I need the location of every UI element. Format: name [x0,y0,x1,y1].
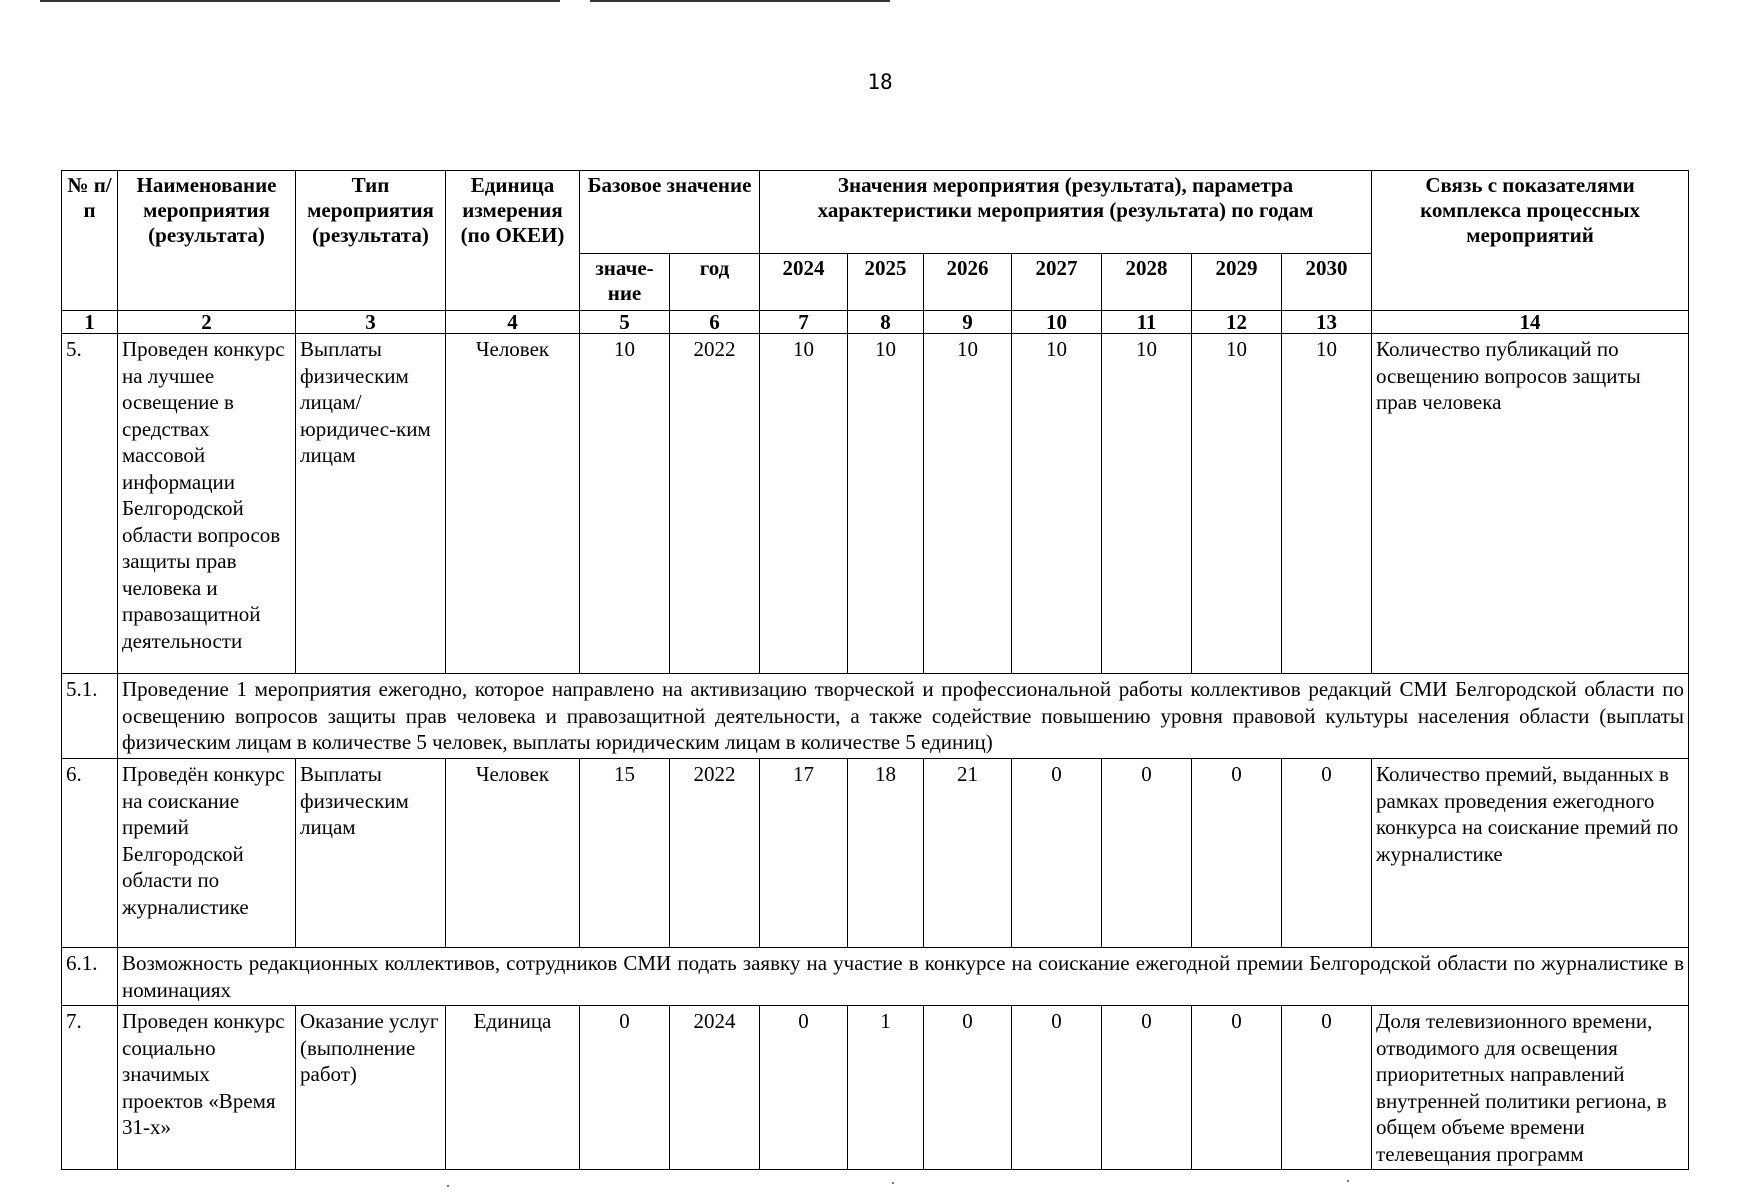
header-year: 2027 [1012,254,1102,311]
year-value: 0 [1192,1006,1282,1170]
page-number: 18 [867,70,893,94]
scan-edge-line [40,0,560,2]
header-year: 2030 [1282,254,1372,311]
header-row [62,171,1689,254]
year-value: 0 [1102,1006,1192,1170]
header-year: 2029 [1192,254,1282,311]
scan-edge-line [590,0,890,2]
year-value: 1 [848,1006,924,1170]
activity-description: Проведение 1 мероприятия ежегодно, которое направлено на активизацию творческой и профессиональной работы коллективов редакций СМИ Белгородской области по освещению вопросов защиты прав человека и правозащитной деятельности, а также содействие повышению уровня правовой культуры населения области (выплаты физическим лицам в количестве 5 человек, выплаты юридическим лицам в количестве 5 единиц) [118,674,1689,759]
header-num: № п/п [62,171,118,311]
row-number: 5.1. [62,674,118,759]
header-unit: Единица измерения (по ОКЕИ) [446,171,580,311]
unit: Человек [446,334,580,674]
column-number: 14 [1372,311,1689,334]
table-row [62,1006,1689,1170]
header-year: 2025 [848,254,924,311]
indicator-link: Доля телевизионного времени, отводимого для освещения приоритетных направлений внутренней политики региона, в общем объеме времени телевещания программ [1372,1006,1689,1170]
year-value: 10 [1282,334,1372,674]
year-value: 0 [1282,759,1372,948]
year-value: 10 [848,334,924,674]
activity-type: Выплаты физическим лицам/ юридичес-ким лицам [296,334,446,674]
scan-speck [447,1185,449,1187]
year-value: 17 [760,759,848,948]
activity-type: Выплаты физическим лицам [296,759,446,948]
unit: Единица [446,1006,580,1170]
scan-speck [892,1182,894,1184]
column-number: 7 [760,311,848,334]
column-number: 8 [848,311,924,334]
base-value: 0 [580,1006,670,1170]
year-value: 0 [1012,1006,1102,1170]
base-value: 15 [580,759,670,948]
header-values-by-year: Значения мероприятия (результата), параметра характеристики мероприятия (результата) по годам [760,171,1372,254]
row-number: 6.1. [62,948,118,1006]
column-numbers-row [62,311,1689,334]
activity-name: Проведён конкурс на соискание премий Белгородской области по журналистике [118,759,296,948]
scan-speck [1347,1180,1349,1182]
column-number: 6 [670,311,760,334]
activities-table [61,170,1689,1170]
year-value: 0 [1012,759,1102,948]
column-number: 2 [118,311,296,334]
header-base-year: год [670,254,760,311]
table-row [62,759,1689,948]
table-row [62,334,1689,674]
year-value: 10 [760,334,848,674]
column-number: 11 [1102,311,1192,334]
year-value: 0 [1102,759,1192,948]
column-number: 1 [62,311,118,334]
header-link: Связь с показателями комплекса процессных мероприятий [1372,171,1689,311]
column-number: 3 [296,311,446,334]
column-number: 13 [1282,311,1372,334]
header-year: 2028 [1102,254,1192,311]
activity-name: Проведен конкурс на лучшее освещение в средствах массовой информации Белгородской области вопросов защиты прав человека и правозащитной деятельности [118,334,296,674]
indicator-link: Количество премий, выданных в рамках проведения ежегодного конкурса на соискание премий по журналистике [1372,759,1689,948]
table-row [62,948,1689,1006]
activity-description: Возможность редакционных коллективов, сотрудников СМИ подать заявку на участие в конкурсе на соискание ежегодной премии Белгородской области по журналистике в номинациях [118,948,1689,1006]
year-value: 21 [924,759,1012,948]
year-value: 10 [1192,334,1282,674]
column-number: 10 [1012,311,1102,334]
activity-name: Проведен конкурс социально значимых проектов «Время 31-х» [118,1006,296,1170]
header-year: 2024 [760,254,848,311]
year-value: 10 [1012,334,1102,674]
row-number: 5. [62,334,118,674]
year-value: 18 [848,759,924,948]
year-value: 10 [924,334,1012,674]
header-base-value: значе-ние [580,254,670,311]
year-value: 0 [1282,1006,1372,1170]
header-base: Базовое значение [580,171,760,254]
year-value: 10 [1102,334,1192,674]
header-year: 2026 [924,254,1012,311]
column-number: 12 [1192,311,1282,334]
activity-type: Оказание услуг (выполнение работ) [296,1006,446,1170]
row-number: 7. [62,1006,118,1170]
header-type: Тип мероприятия (результата) [296,171,446,311]
base-value: 10 [580,334,670,674]
year-value: 0 [1192,759,1282,948]
header-name: Наименование мероприятия (результата) [118,171,296,311]
year-value: 0 [760,1006,848,1170]
column-number: 4 [446,311,580,334]
row-number: 6. [62,759,118,948]
table-row [62,674,1689,759]
year-value: 0 [924,1006,1012,1170]
indicator-link: Количество публикаций по освещению вопросов защиты прав человека [1372,334,1689,674]
unit: Человек [446,759,580,948]
base-year: 2022 [670,334,760,674]
base-year: 2024 [670,1006,760,1170]
base-year: 2022 [670,759,760,948]
column-number: 5 [580,311,670,334]
column-number: 9 [924,311,1012,334]
